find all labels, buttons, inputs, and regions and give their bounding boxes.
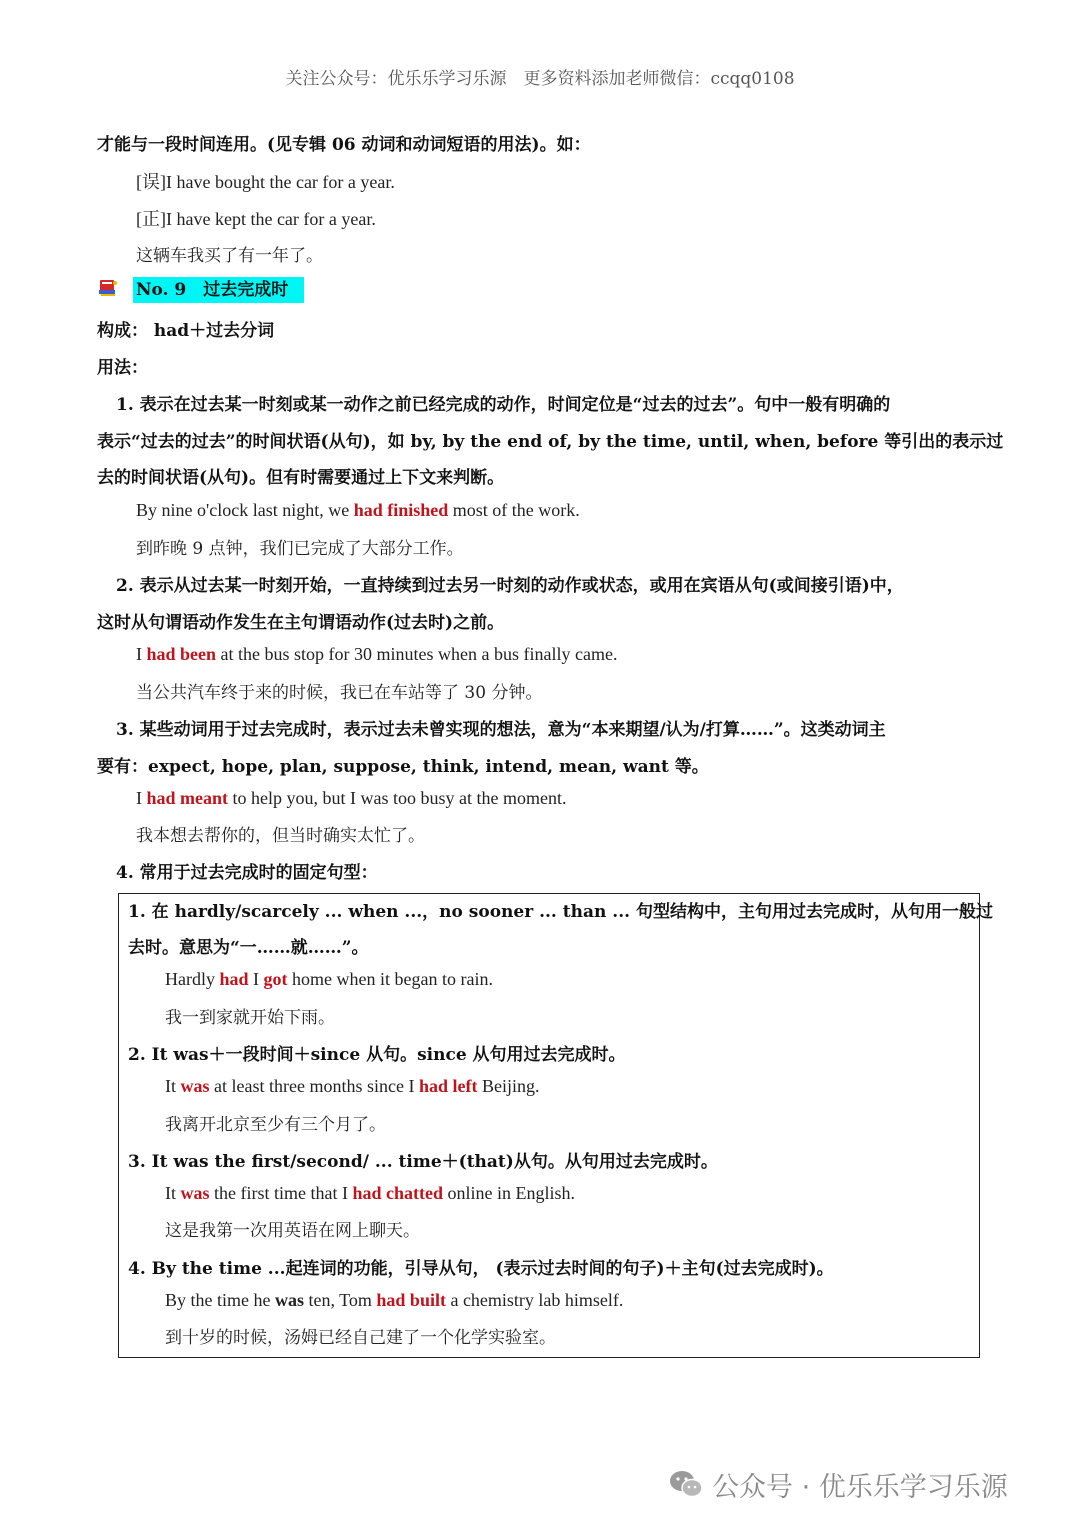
usage-label: 用法： (97, 358, 148, 378)
example-text: It (165, 1183, 181, 1203)
box-item1-line2: 去时。意思为“一……就……”。 (128, 938, 369, 958)
example-text: By the time he (165, 1290, 275, 1310)
example-text: I (136, 644, 147, 664)
point3-line2: 要有：expect, hope, plan, suppose, think, intend, mean, want 等。 (97, 757, 709, 777)
watermark-text: 公众号 · 优乐乐学习乐源 (712, 1471, 1008, 1503)
box-item4-line: 4. By the time ...起连词的功能，引导从句， (表示过去时间的句子)＋主句(过去完成时)。 (128, 1259, 834, 1279)
example-text: at least three months since I (209, 1076, 419, 1096)
box-item4-translation: 到十岁的时候，汤姆已经自己建了一个化学实验室。 (165, 1328, 556, 1348)
point1-example (136, 500, 580, 521)
example-verb: had built (376, 1290, 446, 1310)
point2-line1: 2. 表示从过去某一时刻开始，一直持续到过去另一时刻的动作或状态，或用在宾语从句(或间接引语)中， (116, 576, 904, 596)
example-text: I (136, 788, 147, 808)
example-verb: had (219, 969, 249, 989)
box-item4-example (165, 1290, 623, 1311)
point1-line3: 去的时间状语(从句)。但有时需要通过上下文来判断。 (97, 468, 505, 488)
example-text: the first time that I (209, 1183, 353, 1203)
example-text: to help you, but I was too busy at the moment. (228, 788, 567, 808)
intro-translation: 这辆车我买了有一年了。 (136, 246, 323, 266)
example-text: online in English. (443, 1183, 575, 1203)
point1-line1: 1. 表示在过去某一时刻或某一动作之前已经完成的动作，时间定位是“过去的过去”。句中一般有明确的 (116, 395, 891, 415)
wechat-icon (668, 1469, 704, 1499)
intro-right-example: [正]I have kept the car for a year. (136, 209, 376, 229)
example-text: most of the work. (448, 500, 580, 520)
point3-line1: 3. 某些动词用于过去完成时，表示过去未曾实现的想法，意为“本来期望/认为/打算……”。这类动词主 (116, 720, 886, 740)
example-verb: was (180, 1183, 210, 1203)
box-item1-translation: 我一到家就开始下雨。 (165, 1008, 335, 1028)
box-item2-line: 2. It was＋一段时间＋since 从句。since 从句用过去完成时。 (128, 1045, 626, 1065)
box-item3-translation: 这是我第一次用英语在网上聊天。 (165, 1221, 420, 1241)
example-text: at the bus stop for 30 minutes when a bus finally came. (216, 644, 618, 664)
example-verb: had meant (146, 788, 229, 808)
point3-translation: 我本想去帮你的，但当时确实太忙了。 (136, 826, 425, 846)
point1-line2: 表示“过去的过去”的时间状语(从句)，如 by, by the end of, by the time, until, when, before 等引出的表示过 (97, 432, 1004, 452)
example-text: a chemistry lab himself. (445, 1290, 624, 1310)
box-item2-translation: 我离开北京至少有三个月了。 (165, 1115, 386, 1135)
watermark (668, 1464, 1008, 1504)
example-verb: had finished (353, 500, 449, 520)
box-item2-example (165, 1076, 539, 1097)
point4-line: 4. 常用于过去完成时的固定句型： (116, 863, 378, 883)
example-text: It (165, 1076, 181, 1096)
example-keyword: was (274, 1290, 304, 1310)
example-text: I (248, 969, 264, 989)
example-text: Beijing. (477, 1076, 540, 1096)
intro-rule: 才能与一段时间连用。(见专辑 06 动词和动词短语的用法)。如： (97, 135, 591, 155)
example-verb: got (263, 969, 288, 989)
intro-wrong-example: [误]I have bought the car for a year. (136, 172, 395, 192)
section-heading: No. 9 过去完成时 (133, 277, 304, 303)
example-verb: had left (418, 1076, 478, 1096)
box-item1-line1: 1. 在 hardly/scarcely ... when ...，no sooner ... than ... 句型结构中，主句用过去完成时，从句用一般过 (128, 902, 993, 922)
box-item3-example (165, 1183, 575, 1204)
point2-line2: 这时从句谓语动作发生在主句谓语动作(过去时)之前。 (97, 613, 505, 633)
example-text: home when it began to rain. (287, 969, 493, 989)
example-text: By nine o'clock last night, we (136, 500, 354, 520)
form-line: 构成： had＋过去分词 (97, 321, 275, 341)
point3-example (136, 788, 566, 809)
example-verb: had chatted (352, 1183, 443, 1203)
point1-translation: 到昨晚 9 点钟，我们已完成了大部分工作。 (136, 539, 464, 559)
point2-translation: 当公共汽车终于来的时候，我已在车站等了 30 分钟。 (136, 683, 543, 703)
book-icon (97, 278, 119, 298)
example-verb: had been (146, 644, 217, 664)
point2-example (136, 644, 617, 665)
box-item1-example (165, 969, 493, 990)
example-verb: was (180, 1076, 210, 1096)
page-header: 关注公众号：优乐乐学习乐源 更多资料添加老师微信：ccqq0108 (285, 69, 795, 89)
box-item3-line: 3. It was the first/second/ ... time＋(that)从句。从句用过去完成时。 (128, 1152, 718, 1172)
example-text: ten, Tom (304, 1290, 377, 1310)
example-text: Hardly (165, 969, 220, 989)
